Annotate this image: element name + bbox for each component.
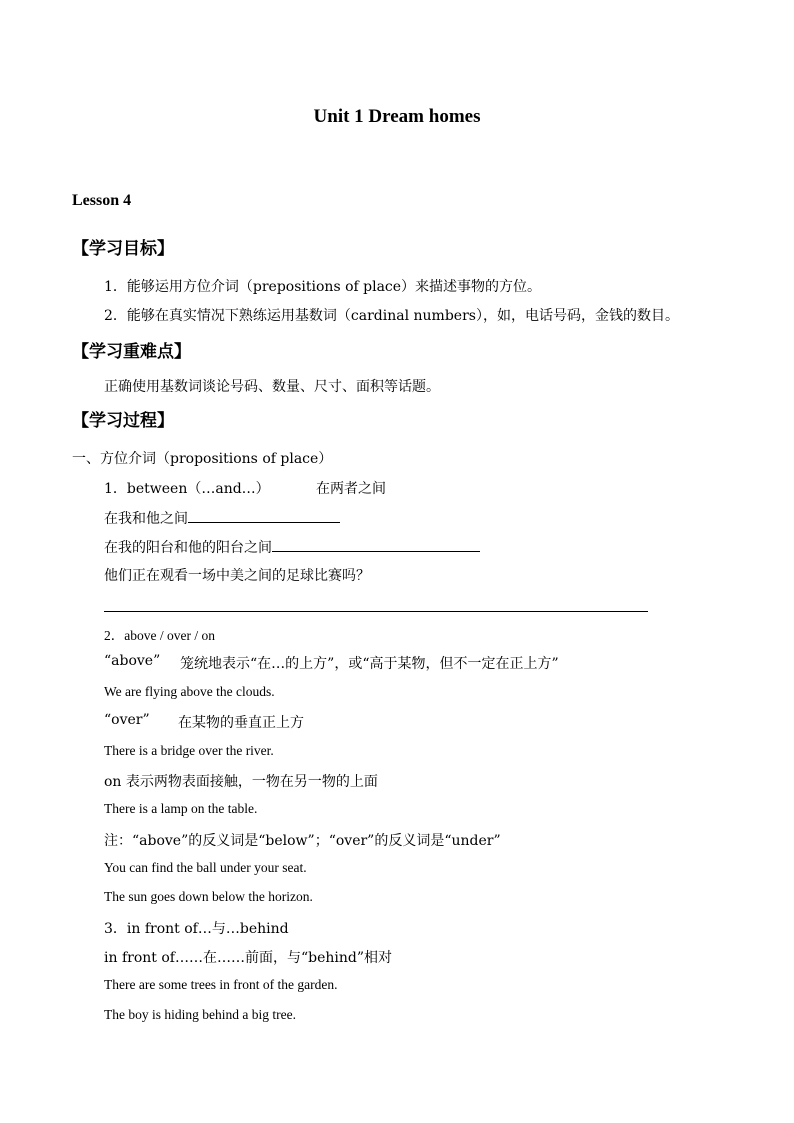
answer-blank-1[interactable] <box>188 507 340 523</box>
in-front-example: There are some trees in front of the garden. <box>104 977 338 992</box>
exercise-2-prompt: 在我的阳台和他的阳台之间 <box>104 540 272 556</box>
above-desc: 笼统地表示“在…的上方”，或“高于某物，但不一定在正上方” <box>180 656 559 672</box>
goals-heading: 【学习目标】 <box>72 239 174 259</box>
item-3-label: 3．in front of…与…behind <box>104 921 289 937</box>
exercise-1 <box>104 507 340 528</box>
under-example: You can find the ball under your seat. <box>104 860 307 875</box>
between-meaning: 在两者之间 <box>316 481 386 497</box>
antonym-note: 注：“above”的反义词是“below”；“over”的反义词是“under” <box>104 833 501 849</box>
goal-item-2: 2．能够在真实情况下熟练运用基数词（cardinal numbers），如，电话号码，金钱的数目。 <box>104 308 679 324</box>
answer-line-3[interactable] <box>104 611 648 612</box>
in-front-desc: in front of……在……前面，与“behind”相对 <box>104 950 392 966</box>
difficulties-heading: 【学习重难点】 <box>72 342 191 362</box>
on-example: There is a lamp on the table. <box>104 801 258 816</box>
above-example: We are flying above the clouds. <box>104 684 275 699</box>
goal-item-1: 1．能够运用方位介词（prepositions of place）来描述事物的方位。 <box>104 279 542 295</box>
exercise-3: 他们正在观看一场中美之间的足球比赛吗？ <box>104 568 370 584</box>
on-desc: on 表示两物表面接触，一物在另一物的上面 <box>104 774 378 790</box>
lesson-heading: Lesson 4 <box>72 192 132 209</box>
over-desc: 在某物的垂直正上方 <box>178 715 304 731</box>
section-prepositions: 一、方位介词（propositions of place） <box>72 451 333 467</box>
exercise-1-prompt: 在我和他之间 <box>104 511 188 527</box>
behind-example: The boy is hiding behind a big tree. <box>104 1007 296 1022</box>
below-example: The sun goes down below the horizon. <box>104 889 313 904</box>
difficulties-text: 正确使用基数词谈论号码、数量、尺寸、面积等话题。 <box>104 379 440 395</box>
over-word: “over” <box>104 712 150 728</box>
over-example: There is a bridge over the river. <box>104 743 274 758</box>
process-heading: 【学习过程】 <box>72 411 174 431</box>
page-title: Unit 1 Dream homes <box>313 106 481 127</box>
exercise-2 <box>104 536 480 557</box>
above-word: “above” <box>104 653 161 669</box>
item-2-label: 2．above / over / on <box>104 628 215 643</box>
between-label: 1．between（…and…） <box>104 481 270 497</box>
answer-blank-2[interactable] <box>272 536 480 552</box>
